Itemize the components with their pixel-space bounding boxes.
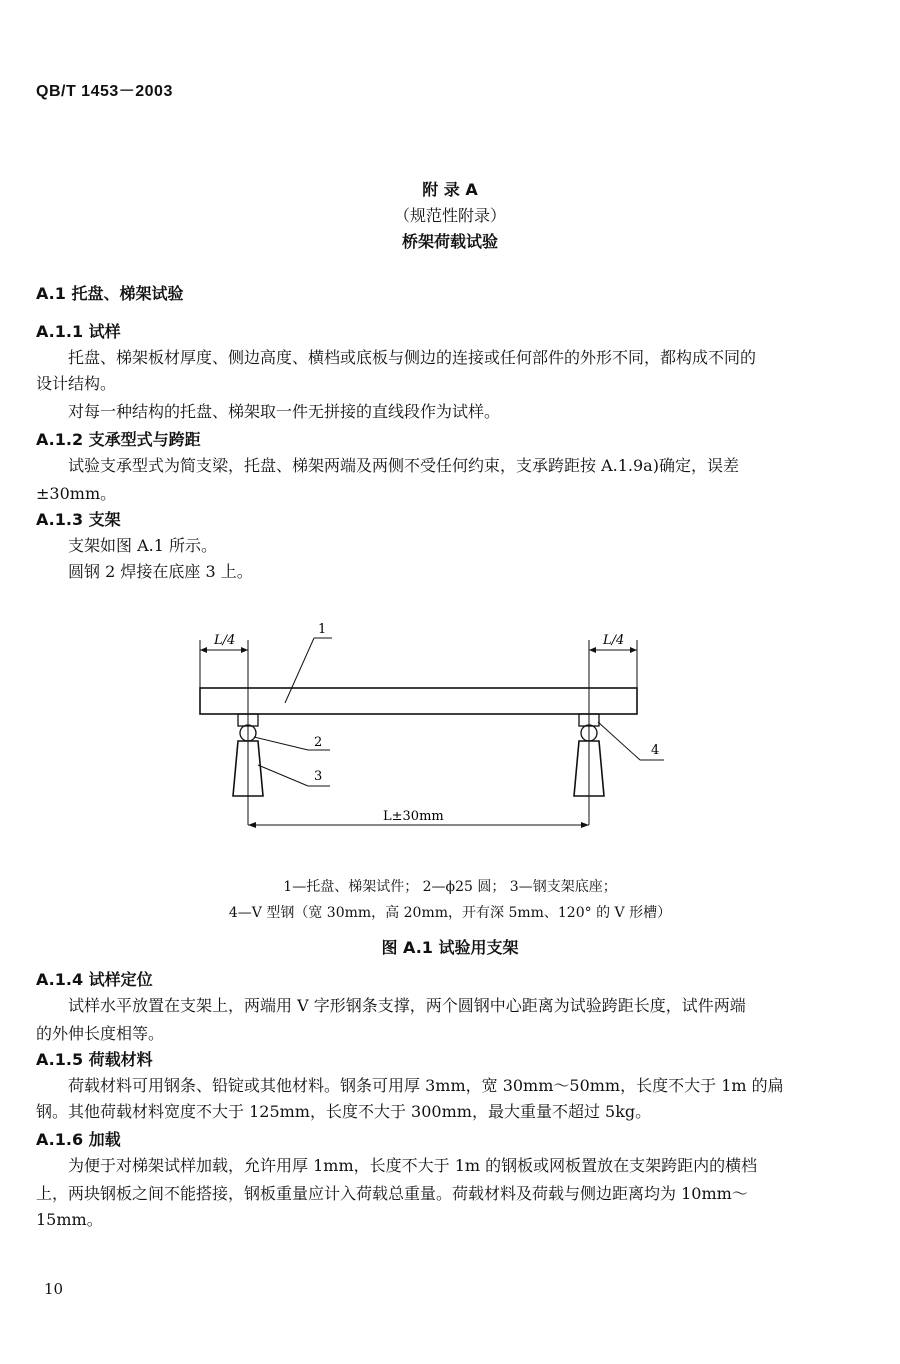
paragraph-line: 圆钢 2 焊接在底座 3 上。	[68, 562, 253, 581]
figure-legend-line: 4—V 型钢（宽 30mm，高 20mm，开有深 5mm、120° 的 V 形槽）	[228, 905, 672, 921]
callout-2: 2	[314, 735, 323, 750]
appendix-title: 附 录 A	[422, 180, 478, 199]
section-a14-title: A.1.4 试样定位	[36, 970, 153, 989]
paragraph-line: 的外伸长度相等。	[36, 1024, 165, 1043]
paragraph-line: 上，两块钢板之间不能搭接，钢板重量应计入荷载总重量。荷载材料及荷载与侧边距离均为 10mm～	[36, 1184, 748, 1203]
arrowhead	[200, 647, 207, 653]
paragraph-line: 设计结构。	[36, 374, 117, 393]
section-a11-title: A.1.1 试样	[36, 322, 121, 341]
callout-leader	[598, 722, 640, 760]
appendix-subtitle: （规范性附录）	[393, 206, 506, 225]
dim-label-left: L/4	[214, 633, 236, 648]
arrowhead	[241, 647, 248, 653]
figure-legend-line: 1—托盘、梯架试件； 2—ϕ25 圆； 3—钢支架底座；	[283, 879, 617, 895]
paragraph-line: 试样水平放置在支架上，两端用 V 字形钢条支撑，两个圆钢中心距离为试验跨距长度，试件两端	[68, 996, 746, 1015]
paragraph-line: 试验支承型式为简支梁，托盘、梯架两端及两侧不受任何约束，支承跨距按 A.1.9a)确定，误差	[68, 456, 739, 475]
section-a13-title: A.1.3 支架	[36, 510, 121, 529]
paragraph-line: 对每一种结构的托盘、梯架取一件无拼接的直线段作为试样。	[68, 402, 501, 421]
paragraph-line: 荷载材料可用钢条、铅锭或其他材料。钢条可用厚 3mm，宽 30mm～50mm，长度不大于 1m 的扁	[68, 1076, 784, 1095]
callout-1: 1	[318, 622, 327, 637]
callout-leader	[285, 638, 314, 703]
paragraph-line: 托盘、梯架板材厚度、侧边高度、横档或底板与侧边的连接或任何部件的外形不同，都构成不同的	[68, 348, 757, 367]
section-a15-title: A.1.5 荷载材料	[36, 1050, 153, 1069]
arrowhead	[589, 647, 596, 653]
appendix-heading: 桥架荷载试验	[401, 232, 498, 251]
standard-number: QB/T 1453－2003	[36, 83, 173, 100]
arrowhead	[630, 647, 637, 653]
paragraph-line: 15mm。	[36, 1210, 103, 1229]
section-a16-title: A.1.6 加载	[36, 1130, 121, 1149]
paragraph-line: 为便于对梯架试样加载，允许用厚 1mm，长度不大于 1m 的钢板或网板置放在支架跨距内的横档	[68, 1156, 758, 1175]
paragraph-line: 支架如图 A.1 所示。	[68, 536, 217, 555]
callout-leader	[258, 765, 308, 786]
paragraph-line: 钢。其他荷载材料宽度不大于 125mm，长度不大于 300mm，最大重量不超过 5kg。	[36, 1102, 652, 1121]
arrowhead	[248, 822, 256, 828]
section-a1-title: A.1 托盘、梯架试验	[36, 284, 184, 303]
span-label: L±30mm	[383, 809, 444, 824]
figure-title: 图 A.1 试验用支架	[381, 938, 519, 957]
callout-leader	[254, 737, 308, 750]
callout-4: 4	[651, 743, 660, 758]
callout-3: 3	[314, 769, 323, 784]
support-figure	[0, 600, 900, 850]
page-number: 10	[44, 1280, 64, 1298]
paragraph-line: ±30mm。	[36, 484, 117, 503]
specimen-beam	[200, 688, 637, 714]
arrowhead	[581, 822, 589, 828]
section-a12-title: A.1.2 支承型式与跨距	[36, 430, 201, 449]
dim-label-right: L/4	[603, 633, 625, 648]
